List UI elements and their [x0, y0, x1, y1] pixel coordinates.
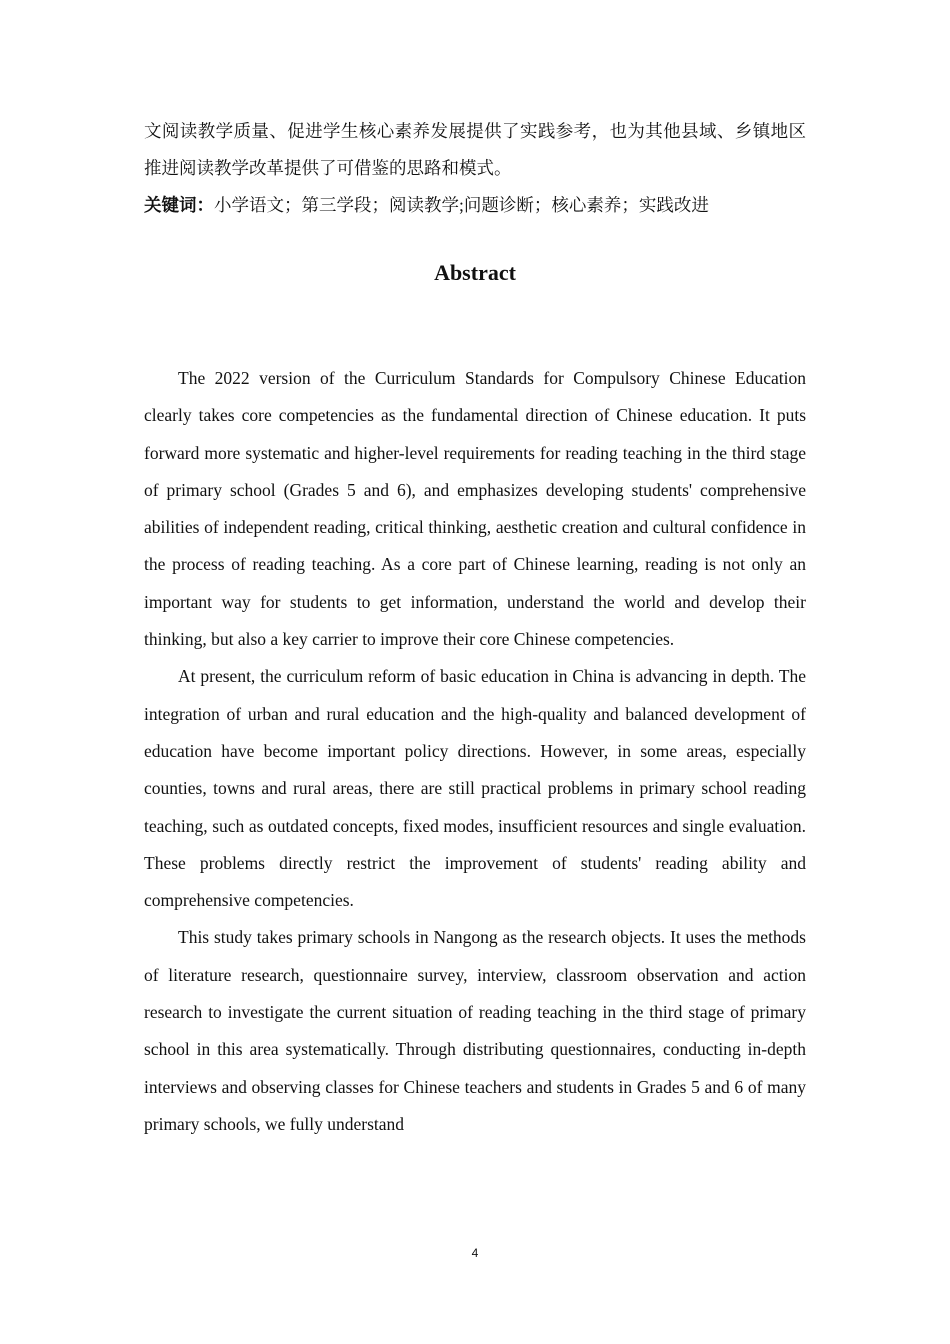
page-number: 4 — [471, 1246, 479, 1260]
abstract-paragraph-2: At present, the curriculum reform of basic education in China is advancing in depth. The integration of urban and rural education and the high-quality and balanced development of education have become important policy directions. However, in some areas, especially counties, towns and rural areas, there are still practical problems in primary school reading teaching, such as outdated concepts, fixed modes, insufficient resources and single evaluation. These problems directly restrict the improvement of students' reading ability and comprehensive competencies. — [144, 666, 806, 911]
abstract-paragraph-3: This study takes primary schools in Nangong as the research objects. It uses the methods of literature research, questionnaire survey, interview, classroom observation and action research to investigate the current situation of reading teaching in the third stage of primary school in this area systematically. Through distributing questionnaires, conducting in-depth interviews and observing classes for Chinese teachers and students in Grades 5 and 6 of many primary schools, we fully understand — [144, 927, 806, 1134]
abstract-heading: Abstract — [434, 260, 516, 285]
keywords-text: 小学语文；第三学段；阅读教学;问题诊断；核心素养；实践改进 — [214, 195, 709, 215]
abstract-paragraph-1: The 2022 version of the Curriculum Standards for Compulsory Chinese Education clearly takes core competencies as the fundamental direction of Chinese education. It puts forward more systematic and higher-level requirements for reading teaching in the third stage of primary school (Grades 5 and 6), and emphasizes developing students' comprehensive abilities of independent reading, critical thinking, aesthetic creation and cultural confidence in the process of reading teaching. As a core part of Chinese learning, reading is not only an important way for students to get information, understand the world and develop their thinking, but also a key carrier to improve their core Chinese competencies. — [144, 368, 806, 650]
keywords-label: 关键词： — [144, 195, 214, 215]
page-content — [144, 113, 806, 1143]
chinese-abstract-continuation: 文阅读教学质量、促进学生核心素养发展提供了实践参考，也为其他县域、乡镇地区推进阅读教学改革提供了可借鉴的思路和模式。 — [144, 121, 806, 178]
keywords-line — [144, 187, 806, 224]
abstract-body — [144, 360, 806, 1143]
